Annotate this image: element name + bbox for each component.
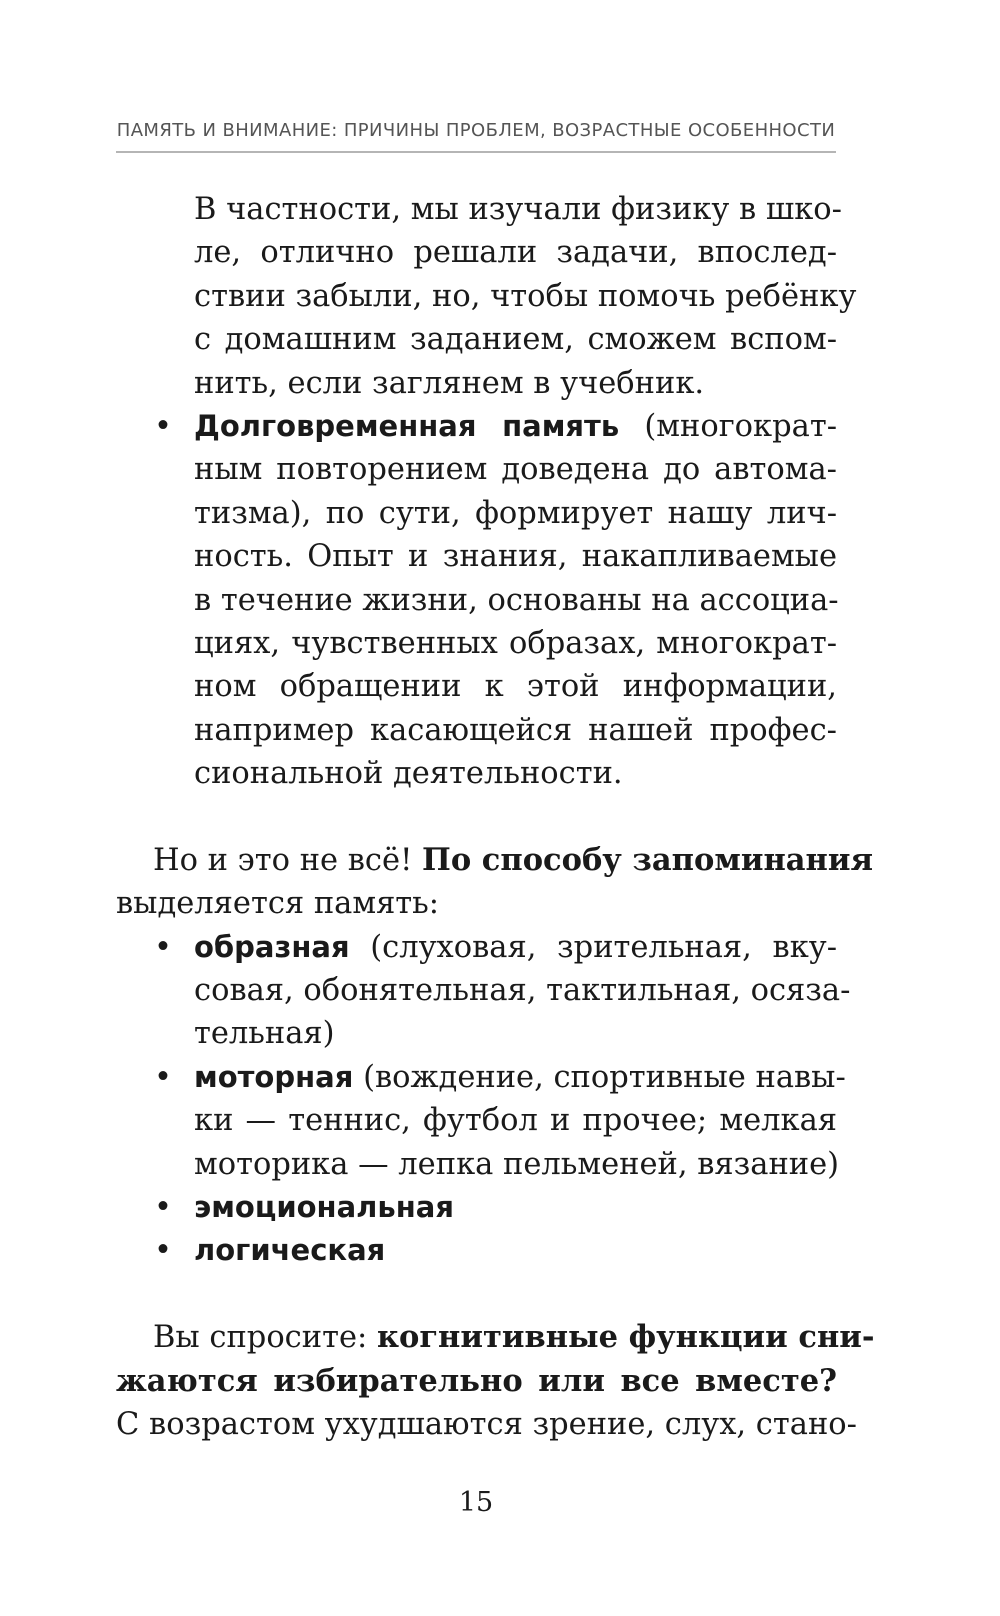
text-fragment: (многократ- [644,408,837,444]
term-imagery-memory: образная [194,929,350,964]
bullet-icon: • [154,929,172,965]
text-line: с домашним заданием, сможем вспом- [194,322,837,358]
bullet-icon: • [154,1189,172,1225]
text-fragment: (вождение, спортивные навы- [363,1059,846,1095]
list-item-long-term-memory [116,405,837,796]
text-line [116,1360,837,1403]
page-body [116,188,875,1446]
text-line: в течение жизни, основаны на ассоциа- [194,582,839,618]
text-line [116,1056,846,1099]
text-line [116,1229,837,1272]
text-line: циях, чувственных образах, многократ- [194,625,837,661]
text-line [116,839,874,882]
paragraph-cognitive-question [116,1316,875,1446]
paragraph-spacer [116,795,837,838]
text-line: ле, отлично решали задачи, впослед- [194,235,837,271]
list-item-logical-memory [116,1229,837,1272]
paragraph-spacer [116,1273,837,1316]
paragraph-long-term-example [116,188,857,405]
list-item-imagery-memory [116,926,851,1056]
emphasis-question: когнитивные функции сни- [377,1319,875,1356]
text-line: сиональной деятельности. [194,756,623,792]
term-logical-memory: логическая [194,1233,386,1268]
text-line: ствии забыли, но, чтобы помочь ребёнку [194,278,857,314]
text-line: В частности, мы изучали физику в шко- [194,192,842,227]
text-line: совая, обонятельная, тактильная, осяза- [194,973,851,1009]
text-line [116,926,837,969]
text-line: например касающейся нашей профес- [194,712,837,748]
text-line: ность. Опыт и знания, накапливаемые [194,539,837,575]
list-item-emotional-memory [116,1186,837,1229]
bullet-icon: • [154,1233,172,1269]
page-number: 15 [458,1487,494,1518]
text-line: моторика — лепка пельменей, вязание) [194,1146,840,1182]
text-line: тельная) [194,1016,335,1052]
emphasis-question: жаются избирательно или все вместе? [116,1362,837,1399]
text-fragment: Но и это не всё! [153,842,413,878]
text-line: нить, если заглянем в учебник. [194,365,705,401]
bullet-icon: • [154,1059,172,1095]
text-line: тизма), по сути, формирует нашу лич- [194,495,837,531]
text-line [116,1186,837,1229]
text-line: выделяется память: [116,886,440,922]
text-fragment: Вы спросите: [153,1320,368,1356]
list-item-motor-memory [116,1056,846,1186]
text-line: С возрастом ухудшаются зрение, слух, стано- [116,1406,857,1442]
term-motor-memory: моторная [194,1059,354,1094]
term-emotional-memory: эмоциональная [194,1189,454,1224]
text-line [116,405,837,448]
text-line: ным повторением доведена до автома- [194,452,837,488]
text-line: ном обращении к этой информации, [194,669,837,705]
text-fragment: (слуховая, зрительная, вку- [370,929,838,965]
bullet-icon: • [154,408,172,444]
header-divider [116,151,836,153]
text-line: ки — теннис, футбол и прочее; мелкая [194,1103,837,1139]
term-long-term-memory: Долговременная память [194,408,620,443]
text-line [116,1316,875,1359]
paragraph-memorization-method [116,839,874,926]
emphasis-memorization-method: По способу запоминания [422,841,874,878]
running-head: ПАМЯТЬ И ВНИМАНИЕ: ПРИЧИНЫ ПРОБЛЕМ, ВОЗРАСТНЫЕ ОСОБЕННОСТИ [116,120,836,141]
